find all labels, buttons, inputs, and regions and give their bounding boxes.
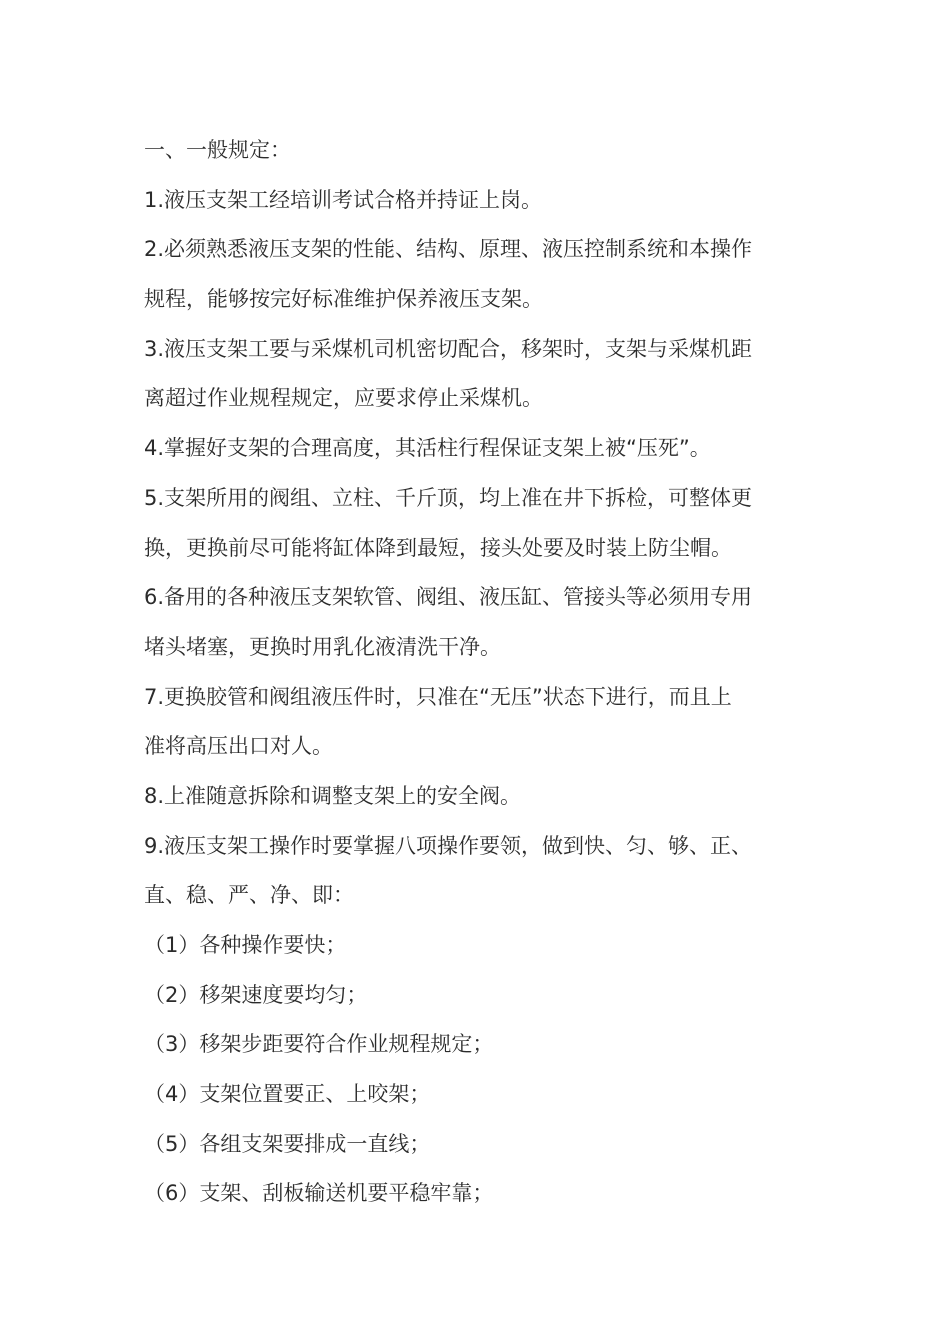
- rule-line: 规程，能够按完好标准维护保养液压支架。: [144, 287, 543, 312]
- rule-line: 1.液压支架工经培训考试合格并持证上岗。: [144, 187, 543, 212]
- sub-rule-line: （3）移架步距要符合作业规程规定；: [144, 1032, 494, 1057]
- sub-rule-line: （6）支架、刮板输送机要平稳牢靠；: [144, 1181, 494, 1206]
- sub-rule-line: （5）各组支架要排成一直线；: [144, 1131, 431, 1156]
- rule-line: 准将高压出口对人。: [144, 734, 333, 759]
- rule-line: 换，更换前尽可能将缸体降到最短，接头处要及时装上防尘帽。: [144, 535, 732, 560]
- rule-line: 堵头堵塞，更换时用乳化液清洗干净。: [144, 634, 501, 659]
- rule-line: 6.备用的各种液压支架软管、阀组、液压缸、管接头等必须用专用: [144, 585, 753, 610]
- rule-line: 7.更换胶管和阀组液压件时，只准在“无压”状态下进行，而且上: [144, 684, 732, 709]
- sub-rule-line: （2）移架速度要均匀；: [144, 982, 368, 1007]
- rule-line: 9.液压支架工操作时要掌握八项操作要领，做到快、匀、够、正、: [144, 833, 753, 858]
- rule-line: 5.支架所用的阀组、立柱、千斤顶，均上准在井下拆检，可整体更: [144, 485, 753, 510]
- rule-line: 4.掌握好支架的合理高度，其活柱行程保证支架上被“压死”。: [144, 436, 711, 461]
- section-heading: 一、一般规定：: [144, 138, 291, 162]
- sub-rule-line: （1）各种操作要快；: [144, 933, 347, 957]
- rule-line: 2.必须熟悉液压支架的性能、结构、原理、液压控制系统和本操作: [144, 237, 753, 262]
- rule-line: 8.上准随意拆除和调整支架上的安全阀。: [144, 783, 522, 808]
- rule-line: 离超过作业规程规定，应要求停止采煤机。: [144, 386, 543, 411]
- document-body: [144, 126, 804, 1219]
- rule-line: 3.液压支架工要与采煤机司机密切配合，移架时，支架与采煤机距: [144, 336, 753, 361]
- sub-rule-line: （4）支架位置要正、上咬架；: [144, 1082, 431, 1107]
- rule-line: 直、稳、严、净、即：: [144, 883, 354, 908]
